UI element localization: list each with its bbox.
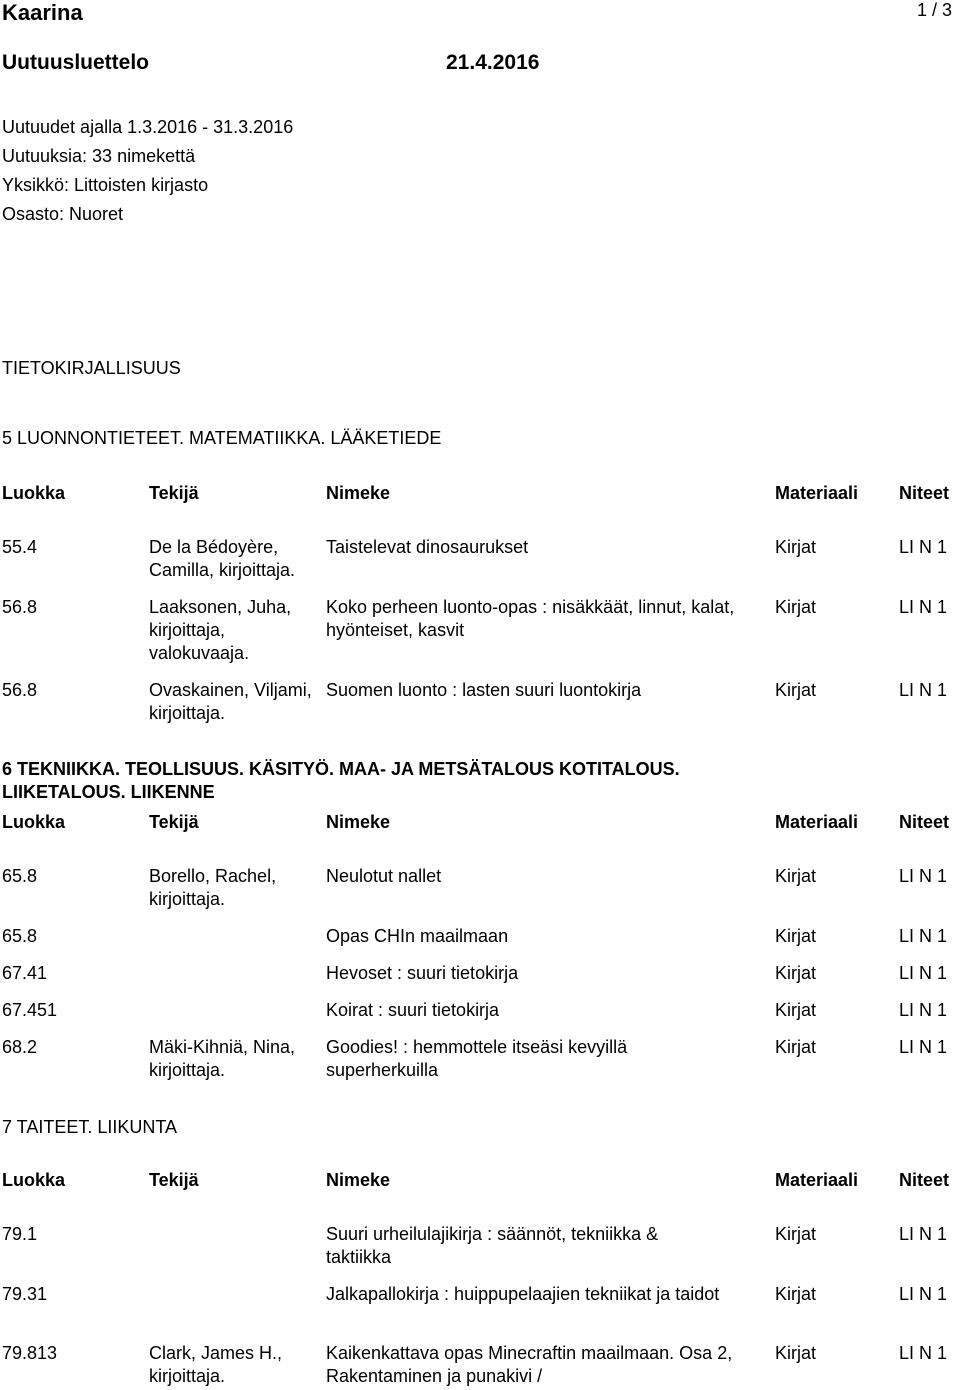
cell-materiaali: Kirjat: [775, 1000, 817, 1020]
cell-nimeke: Suomen luonto : lasten suuri luontokirja: [326, 680, 642, 700]
cell-luokka: 79.31: [2, 1284, 48, 1304]
cell-tekija: Mäki-Kihniä, Nina, kirjoittaja.: [149, 1037, 296, 1080]
cell-nimeke: Hevoset : suuri tietokirja: [326, 963, 519, 983]
cell-niteet: LI N 1: [899, 1037, 948, 1057]
cell-materiaali: Kirjat: [775, 537, 817, 557]
list-date: 21.4.2016: [446, 51, 540, 74]
list-title: Uutuusluettelo: [2, 51, 149, 74]
cell-niteet: LI N 1: [899, 1284, 948, 1304]
cell-tekija: Borello, Rachel, kirjoittaja.: [149, 866, 277, 909]
cell-materiaali: Kirjat: [775, 866, 817, 886]
column-tekija: Tekijä: [149, 1170, 199, 1190]
column-nimeke: Nimeke: [326, 1170, 391, 1190]
cell-luokka: 55.4: [2, 537, 38, 557]
cell-materiaali: Kirjat: [775, 963, 817, 983]
info-department: Osasto: Nuoret: [2, 204, 124, 224]
library-name: Kaarina: [2, 0, 83, 25]
column-luokka: Luokka: [2, 483, 66, 503]
page-number: 1 / 3: [916, 0, 952, 20]
info-count: Uutuuksia: 33 nimekettä: [2, 146, 196, 166]
cell-nimeke: Taistelevat dinosaurukset: [326, 537, 529, 557]
cell-materiaali: Kirjat: [775, 1224, 817, 1244]
cell-luokka: 67.451: [2, 1000, 58, 1020]
cell-nimeke: Koko perheen luonto-opas : nisäkkäät, linnut, kalat, hyönteiset, kasvit: [326, 597, 735, 640]
cell-luokka: 65.8: [2, 866, 38, 886]
cell-niteet: LI N 1: [899, 597, 948, 617]
cell-luokka: 67.41: [2, 963, 48, 983]
cell-materiaali: Kirjat: [775, 1284, 817, 1304]
cell-niteet: LI N 1: [899, 926, 948, 946]
cell-tekija: Clark, James H., kirjoittaja.: [149, 1343, 283, 1386]
cell-luokka: 79.1: [2, 1224, 38, 1244]
column-nimeke: Nimeke: [326, 812, 391, 832]
cell-luokka: 65.8: [2, 926, 38, 946]
cell-niteet: LI N 1: [899, 1343, 948, 1363]
cell-nimeke: Koirat : suuri tietokirja: [326, 1000, 500, 1020]
cell-tekija: De la Bédoyère, Camilla, kirjoittaja.: [149, 537, 296, 580]
column-nimeke: Nimeke: [326, 483, 391, 503]
column-materiaali: Materiaali: [775, 483, 859, 503]
column-niteet: Niteet: [899, 1170, 950, 1190]
cell-niteet: LI N 1: [899, 1000, 948, 1020]
cell-niteet: LI N 1: [899, 1224, 948, 1244]
category-heading: TIETOKIRJALLISUUS: [2, 358, 181, 378]
info-period: Uutuudet ajalla 1.3.2016 - 31.3.2016: [2, 117, 294, 137]
cell-nimeke: Jalkapallokirja : huippupelaajien tekniikat ja taidot: [326, 1284, 720, 1304]
column-niteet: Niteet: [899, 483, 950, 503]
column-materiaali: Materiaali: [775, 812, 859, 832]
cell-materiaali: Kirjat: [775, 926, 817, 946]
cell-nimeke: Kaikenkattava opas Minecraftin maailmaan. Osa 2, Rakentaminen ja punakivi /: [326, 1343, 733, 1386]
cell-luokka: 68.2: [2, 1037, 38, 1057]
column-tekija: Tekijä: [149, 812, 199, 832]
column-tekija: Tekijä: [149, 483, 199, 503]
cell-materiaali: Kirjat: [775, 1343, 817, 1363]
cell-nimeke: Suuri urheilulajikirja : säännöt, tekniikka & taktiikka: [326, 1224, 659, 1267]
column-luokka: Luokka: [2, 812, 66, 832]
info-unit: Yksikkö: Littoisten kirjasto: [2, 175, 209, 195]
cell-niteet: LI N 1: [899, 680, 948, 700]
cell-tekija: Ovaskainen, Viljami, kirjoittaja.: [149, 680, 312, 723]
cell-luokka: 56.8: [2, 680, 38, 700]
cell-niteet: LI N 1: [899, 963, 948, 983]
cell-materiaali: Kirjat: [775, 680, 817, 700]
section-heading: 6 TEKNIIKKA. TEOLLISUUS. KÄSITYÖ. MAA- JA METSÄTALOUS KOTITALOUS. LIIKETALOUS. LIIKENNE: [2, 759, 680, 802]
cell-nimeke: Neulotut nallet: [326, 866, 442, 886]
cell-materiaali: Kirjat: [775, 597, 817, 617]
cell-niteet: LI N 1: [899, 537, 948, 557]
column-niteet: Niteet: [899, 812, 950, 832]
cell-nimeke: Goodies! : hemmottele itseäsi kevyillä superherkuilla: [326, 1037, 628, 1080]
section-heading: 5 LUONNONTIETEET. MATEMATIIKKA. LÄÄKETIEDE: [2, 428, 442, 448]
column-luokka: Luokka: [2, 1170, 66, 1190]
cell-luokka: 56.8: [2, 597, 38, 617]
cell-tekija: Laaksonen, Juha, kirjoittaja, valokuvaaja.: [149, 597, 292, 663]
column-materiaali: Materiaali: [775, 1170, 859, 1190]
section-heading: 7 TAITEET. LIIKUNTA: [2, 1117, 178, 1137]
cell-niteet: LI N 1: [899, 866, 948, 886]
cell-materiaali: Kirjat: [775, 1037, 817, 1057]
cell-luokka: 79.813: [2, 1343, 58, 1363]
cell-nimeke: Opas CHIn maailmaan: [326, 926, 509, 946]
